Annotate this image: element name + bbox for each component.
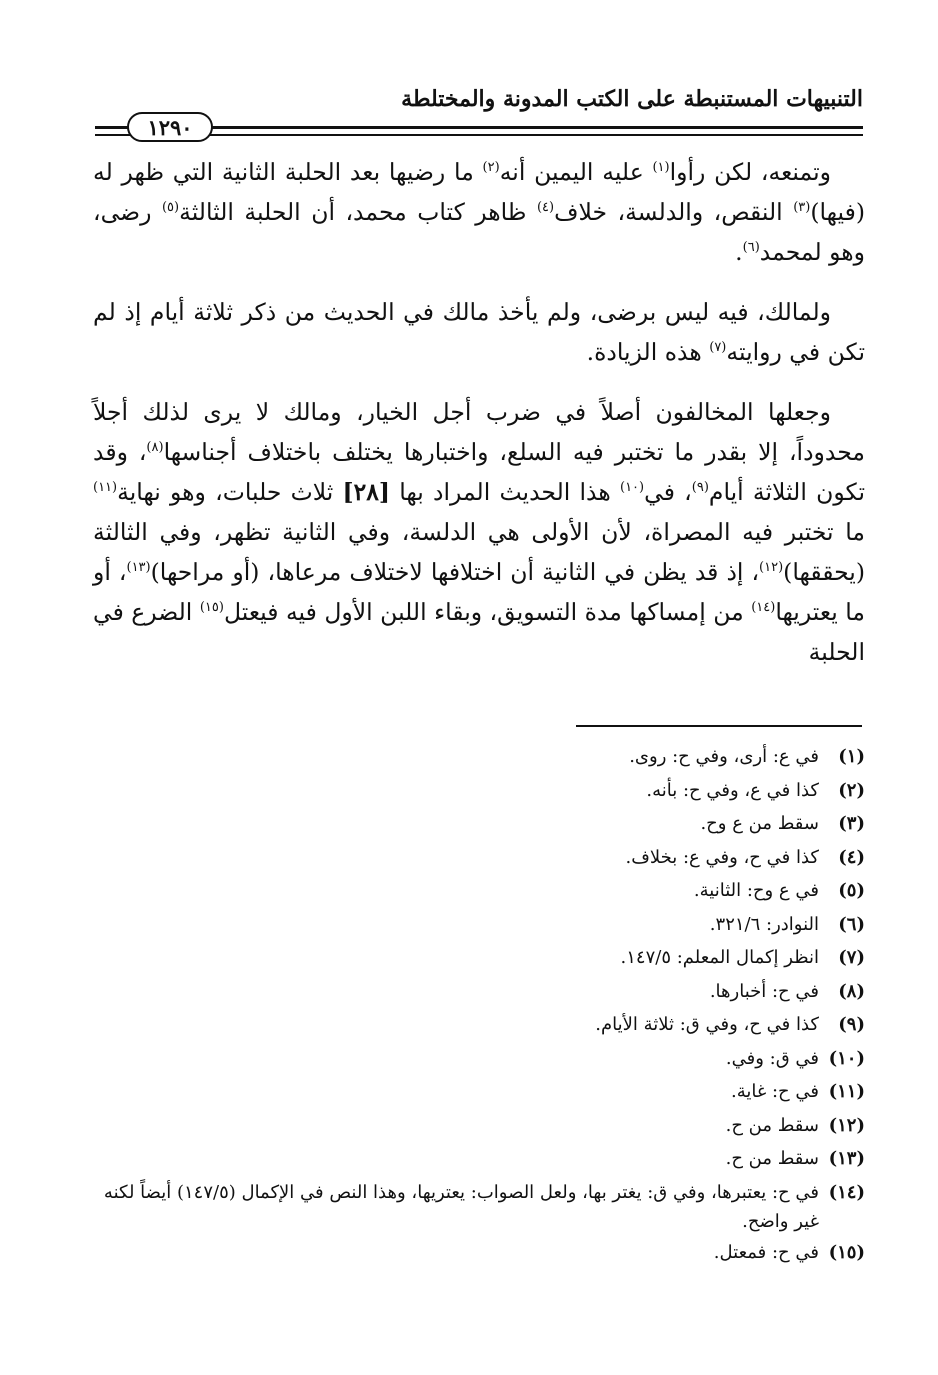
text-run: رضى، وهو لمحمد [93, 198, 865, 266]
footnote-ref: (٢) [482, 160, 500, 176]
footnote [95, 975, 865, 1009]
running-title: التنبيهات المستنبطة على الكتب المدونة والمختلطة [401, 86, 863, 112]
footnote-ref: (٩) [691, 480, 709, 496]
footnote-number: (٨) [838, 980, 865, 1002]
footnote [95, 1008, 865, 1042]
text-run: من إمساكها مدة التسويق، وبقاء اللبن الأول فيه فيعتل [223, 598, 752, 626]
footnote [95, 807, 865, 841]
footnote-number: (١٣) [828, 1148, 865, 1169]
footnote-ref: (٤) [536, 200, 555, 216]
footnote-number: (٦) [838, 913, 865, 935]
footnote-ref: (١) [652, 160, 670, 176]
footnote-ref: (٦) [742, 240, 760, 256]
footnote [95, 1109, 865, 1143]
text-run: وتمنعه، لكن رأوا [669, 158, 831, 186]
footnote-text: في ع وح: الثانية. [693, 880, 819, 901]
footnote-number: (٥) [838, 880, 865, 901]
footnote-number: (٣) [838, 813, 865, 834]
paragraph-1 [93, 152, 865, 272]
footnote-ref: (١٠) [620, 480, 645, 496]
footnote-ref: (٧) [709, 340, 727, 356]
footnote-number: (٤) [838, 846, 865, 868]
footnote [95, 874, 865, 908]
footnote-number: (١٢) [828, 1114, 865, 1136]
manuscript-page-marker: [٢٨] [342, 478, 391, 506]
footnote-number: (١) [838, 746, 865, 767]
footnote-text: في ح: فمعتل. [713, 1241, 819, 1263]
footnote-text: كذا في ح، وفي ع: بخلاف. [625, 846, 819, 868]
main-text [93, 152, 865, 692]
footnote [95, 908, 865, 942]
paragraph-3 [93, 392, 865, 672]
text-run: الضرع في الحلبة [92, 598, 865, 666]
footnote-text: سقط من ح. [725, 1148, 819, 1169]
footnote-text: في ق: وفي. [725, 1047, 819, 1069]
text-run: ظاهر كتاب محمد، أن الحلبة الثالثة [179, 198, 537, 226]
footnote-number: (١٤) [828, 1181, 865, 1203]
text-run: وجعلها المخالفون أصلاً في ضرب أجل الخيار، ومالك لا يرى لذلك أجلاً محدوداً، إلا بقدر ما تختبر فيه السلع، واختبارها يختلف باختلاف أجناسها [93, 398, 865, 466]
footnote-number: (١٥) [828, 1241, 865, 1263]
text-run: ، في [644, 478, 692, 506]
footnote-ref: (١١) [93, 480, 118, 496]
text-run: . [735, 238, 743, 266]
footnote-number: (٢) [838, 779, 865, 801]
footnote [95, 1075, 865, 1109]
footnote-number: (٩) [838, 1014, 865, 1035]
text-run: النقص، والدلسة، خلاف [554, 198, 794, 226]
footnote [95, 841, 865, 875]
page-number: ١٢٩٠ [127, 112, 213, 142]
footnote-number: (١١) [828, 1081, 865, 1102]
footnote [95, 941, 865, 975]
footnote-text: في ح: غاية. [730, 1081, 819, 1102]
footnote-ref: (٨) [146, 440, 164, 456]
text-run: ، إذ قد يظن في الثانية أن اختلافها لاختلاف مرعاها، (أو مراحها) [150, 558, 760, 586]
text-run: عليه اليمين أنه [499, 158, 653, 186]
footnote-separator [576, 725, 862, 727]
footnote-text: انظر إكمال المعلم: ١٤٧/٥. [620, 947, 819, 968]
footnote [95, 740, 865, 774]
footnote [95, 1176, 865, 1236]
footnote-number: (١٠) [828, 1047, 865, 1069]
footnote-ref: (٥) [161, 200, 180, 216]
footnote-text: النوادر: ٣٢١/٦. [709, 913, 819, 935]
text-run: ما تختبر فيه المصراة، لأن الأولى هي الدلسة، وفي الثانية تظهر، وفي الثالثة (يحققها) [93, 518, 865, 586]
footnote-ref: (١٤) [751, 600, 776, 616]
text-run: ، أو ما يعتريها [93, 558, 865, 626]
footnote-text: سقط من ح. [725, 1114, 819, 1136]
text-run: هذا الحديث المراد بها [390, 478, 620, 506]
text-run: ما رضيها بعد الحلبة الثانية التي ظهر له (فيها) [93, 158, 865, 226]
text-run: ثلاث حلبات، وهو نهاية [117, 478, 343, 506]
paragraph-2 [93, 292, 865, 372]
footnote [95, 1042, 865, 1076]
footnote [95, 1236, 865, 1270]
footnotes [95, 740, 865, 1269]
footnote-ref: (١٣) [126, 560, 151, 576]
footnote-text: في ح: يعتبرها، وفي ق: يغتر بها، ولعل الصواب: يعتريها، وهذا النص في الإكمال (١٤٧/٥) أيضاً لكنه غير واضح. [103, 1181, 819, 1232]
footnote [95, 774, 865, 808]
footnote-text: في ح: أخبارها. [709, 980, 819, 1002]
footnote-text: في ع: أرى، وفي ح: روى. [629, 746, 819, 767]
footnote-ref: (٣) [793, 200, 811, 216]
footnote-ref: (١٥) [199, 600, 224, 616]
text-run: هذه الزيادة. [586, 338, 710, 366]
footnote-text: كذا في ع، وفي ح: بأنه. [646, 779, 819, 801]
text-run: ، وقد تكون الثلاثة أيام [93, 438, 865, 506]
footnote [95, 1142, 865, 1176]
footnote-ref: (١٢) [759, 560, 784, 576]
footnote-number: (٧) [838, 947, 865, 968]
page-header [95, 84, 863, 140]
text-run: ولمالك، فيه ليس برضى، ولم يأخذ مالك في الحديث من ذكر ثلاثة أيام إذ لم تكن في روايته [93, 298, 865, 366]
footnote-text: سقط من ع وح. [700, 813, 819, 834]
footnote-text: كذا في ح، وفي ق: ثلاثة الأيام. [595, 1014, 819, 1035]
